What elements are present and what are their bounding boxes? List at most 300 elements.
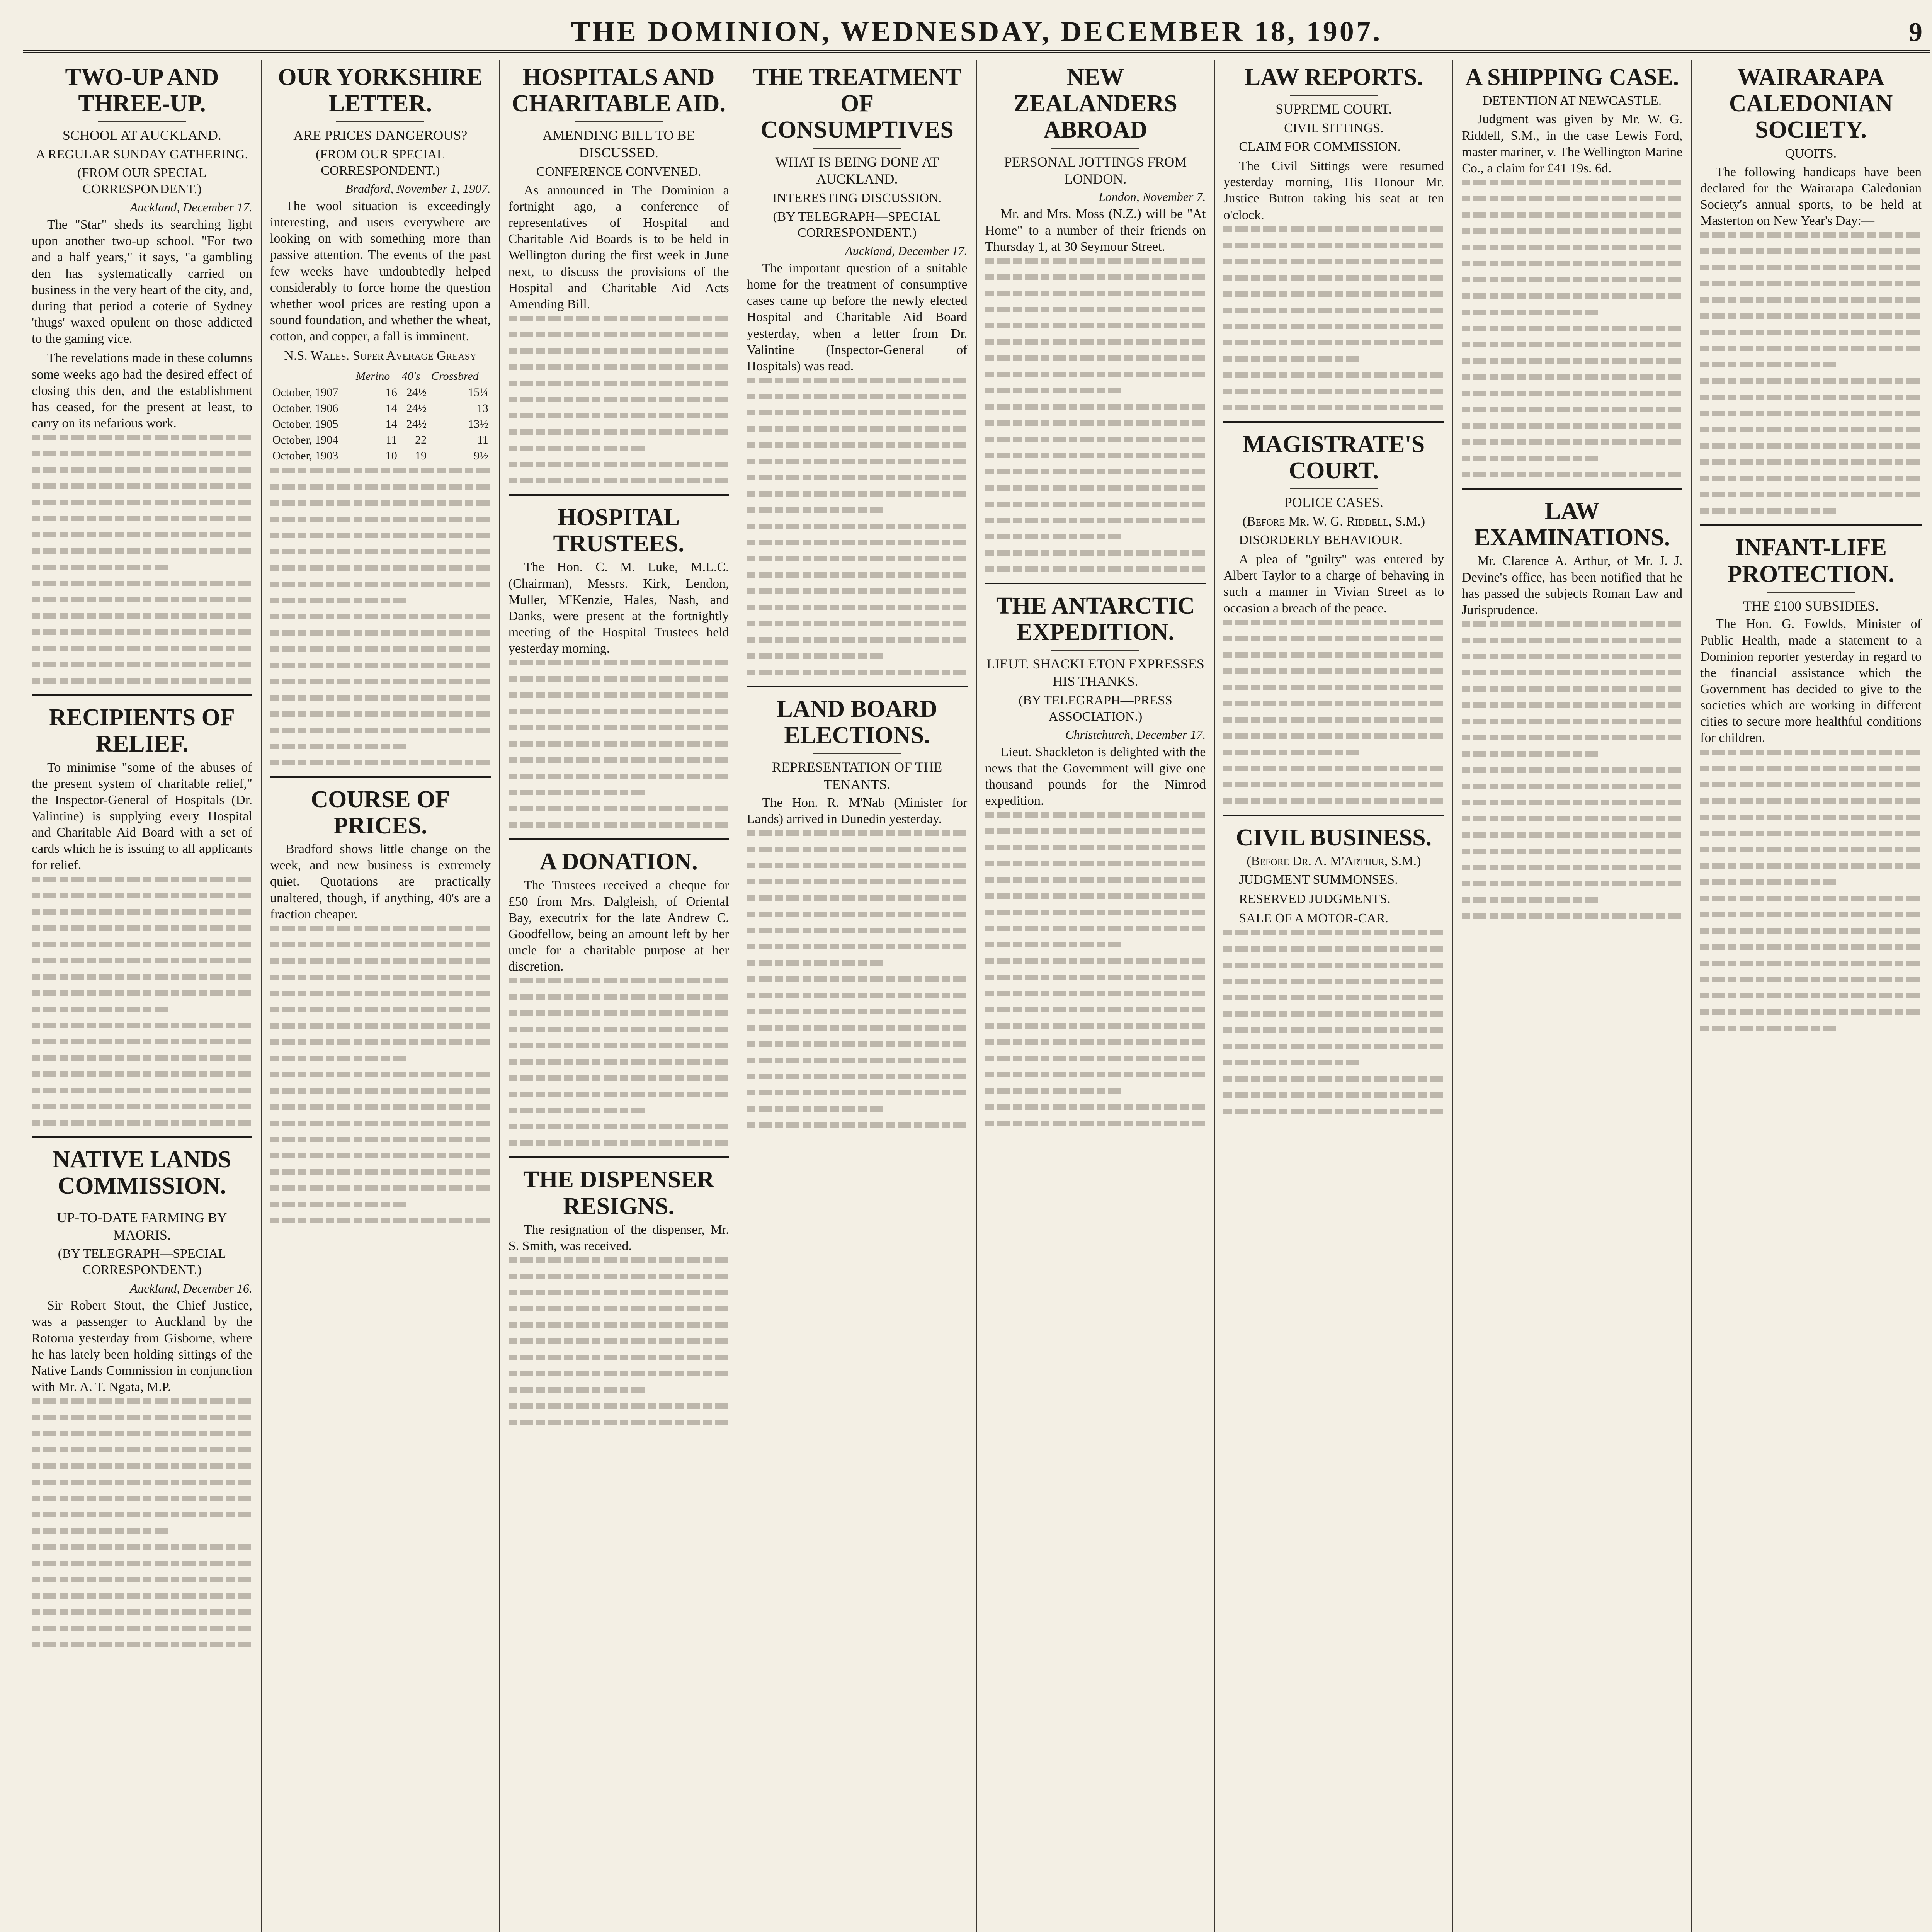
article-headline: MAGISTRATE'S COURT. xyxy=(1243,431,1425,484)
text-line xyxy=(509,1403,729,1409)
text-line xyxy=(1700,362,1837,367)
text-line xyxy=(985,958,1206,964)
text-line xyxy=(985,550,1206,556)
text-line xyxy=(32,1120,252,1126)
text-line xyxy=(1223,308,1444,313)
text-line xyxy=(1462,784,1682,789)
table-cell: 24½ xyxy=(406,401,427,415)
text-line xyxy=(32,1528,168,1534)
table-cell: October, 1903 xyxy=(272,449,338,463)
short-rule xyxy=(575,121,663,122)
text-line xyxy=(32,1609,252,1615)
text-line xyxy=(270,646,491,652)
body-text-lines xyxy=(1223,226,1444,410)
text-line xyxy=(509,1290,729,1295)
text-line xyxy=(1462,326,1682,331)
text-line xyxy=(747,1058,968,1063)
text-line xyxy=(1700,912,1922,917)
text-line xyxy=(509,994,729,1000)
text-line xyxy=(1462,245,1682,250)
article-paragraph: The following handicaps have been declared for the Wairarapa Caledonian Society's annual sports, to be held at Masterton on New Year's Day:— xyxy=(1700,165,1922,228)
article-headline: A DONATION. xyxy=(539,849,698,875)
body-text-lines xyxy=(1223,620,1444,804)
masthead-title: THE DOMINION, WEDNESDAY, DECEMBER 18, 1907. xyxy=(571,16,1383,48)
article-paragraph: JUDGMENT SUMMONSES. xyxy=(1239,872,1398,887)
text-line xyxy=(747,960,884,966)
text-line xyxy=(32,435,252,440)
text-line xyxy=(985,339,1206,345)
page-number: 9 xyxy=(1909,17,1922,47)
text-line xyxy=(1700,993,1922,998)
text-line xyxy=(747,524,968,529)
article-divider xyxy=(509,494,729,496)
text-line xyxy=(32,1447,252,1452)
body-text-lines xyxy=(1700,750,1922,1031)
text-line xyxy=(1223,291,1444,297)
text-line xyxy=(747,588,968,594)
text-line xyxy=(509,1257,729,1263)
text-line xyxy=(1223,1060,1360,1065)
text-line xyxy=(509,1059,729,1065)
text-line xyxy=(32,1577,252,1582)
text-line xyxy=(1700,313,1922,319)
text-line xyxy=(32,516,252,521)
text-line xyxy=(32,532,252,537)
text-line xyxy=(985,1104,1206,1110)
article-headline: OUR YORKSHIRE LETTER. xyxy=(278,64,483,117)
text-line xyxy=(985,1039,1206,1045)
text-line xyxy=(1462,621,1682,627)
article xyxy=(509,838,729,1146)
text-line xyxy=(270,695,491,701)
text-line xyxy=(1462,849,1682,854)
article-dateline: Auckland, December 17. xyxy=(845,244,968,258)
text-line xyxy=(985,942,1122,947)
column-1 xyxy=(23,60,262,1932)
text-line xyxy=(1223,750,1360,755)
text-line xyxy=(747,847,968,852)
article-paragraph: A plea of "guilty" was entered by Albert Taylor to a charge of behaving in such a manner in Vivian Street as to occasion a breach of the peace. xyxy=(1223,552,1444,616)
article-paragraph: The Hon. R. M'Nab (Minister for Lands) arrived in Dunedin yesterday. xyxy=(747,795,968,826)
text-line xyxy=(32,646,252,651)
text-line xyxy=(1700,1026,1837,1031)
text-line xyxy=(270,991,491,996)
text-line xyxy=(747,1025,968,1031)
article xyxy=(1462,64,1682,477)
article-divider xyxy=(1223,815,1444,816)
text-line xyxy=(32,1626,252,1631)
text-line xyxy=(509,316,729,321)
article xyxy=(1700,524,1922,1031)
text-line xyxy=(985,307,1206,312)
body-text-lines xyxy=(747,830,968,1128)
text-line xyxy=(1700,847,1922,852)
article-paragraph: Bradford shows little change on the week, and new business is extremely quiet. Quotations are practically unaltered, though, if anything, 40's are a fraction cheaper. xyxy=(270,842,491,922)
article xyxy=(270,64,491,765)
text-line xyxy=(747,1106,884,1112)
text-line xyxy=(747,621,968,626)
text-line xyxy=(1462,180,1682,185)
table-cell: October, 1905 xyxy=(272,418,338,431)
text-line xyxy=(1700,798,1922,804)
text-line xyxy=(270,484,491,490)
article-headline: WAIRARAPA CALEDONIAN SOCIETY. xyxy=(1729,64,1893,143)
table-cell: 15¼ xyxy=(468,386,488,399)
column-3 xyxy=(500,60,738,1932)
article-divider xyxy=(1700,524,1922,526)
article xyxy=(270,776,491,1223)
text-line xyxy=(1700,281,1922,286)
text-line xyxy=(1700,476,1922,481)
body-text-lines xyxy=(32,877,252,1126)
text-line xyxy=(1462,423,1682,429)
table-cell: 19 xyxy=(415,449,427,463)
text-line xyxy=(1223,259,1444,264)
text-line xyxy=(1462,196,1682,201)
text-line xyxy=(985,437,1206,442)
article-source: (BY TELEGRAPH—SPECIAL CORRESPONDENT.) xyxy=(58,1247,226,1277)
text-line xyxy=(1223,798,1444,804)
text-line xyxy=(32,1007,168,1012)
text-line xyxy=(985,404,1206,410)
text-line xyxy=(270,517,491,522)
text-line xyxy=(1223,340,1444,345)
table-cell: 13 xyxy=(476,401,488,415)
text-line xyxy=(985,485,1206,491)
article-paragraph: The wool situation is exceedingly interesting, and users everywhere are looking on with something more than passive attention. The events of the past few weeks have undoubtedly helped considerably to force home the question whether wool prices are resting upon a sound foundation, and whether the wheat, cotton, and copper, a fall is imminent. xyxy=(270,199,491,344)
article-divider xyxy=(509,838,729,840)
article-dateline: Christchurch, December 17. xyxy=(1065,727,1206,742)
table-cell: 10 xyxy=(385,449,397,463)
text-line xyxy=(1223,995,1444,1000)
text-line xyxy=(1700,896,1922,901)
article-divider xyxy=(985,583,1206,584)
text-line xyxy=(1700,928,1922,934)
text-line xyxy=(270,533,491,538)
text-line xyxy=(32,1496,252,1501)
text-line xyxy=(747,605,968,610)
article-headline: THE ANTARCTIC EXPEDITION. xyxy=(996,592,1195,646)
text-line xyxy=(1223,1076,1444,1082)
text-line xyxy=(1462,638,1682,643)
text-line xyxy=(985,453,1206,458)
text-line xyxy=(270,1202,407,1207)
text-line xyxy=(1223,1044,1444,1049)
body-text-lines xyxy=(270,926,491,1223)
text-line xyxy=(985,861,1206,866)
article-subhead: THE £100 SUBSIDIES. xyxy=(1743,598,1879,614)
text-line xyxy=(1223,275,1444,281)
text-line xyxy=(747,863,968,868)
article-divider xyxy=(747,686,968,687)
text-line xyxy=(747,572,968,578)
body-text-lines xyxy=(1223,930,1444,1114)
body-text-lines xyxy=(509,316,729,483)
article-subhead: SCHOOL AT AUCKLAND. xyxy=(62,128,221,143)
short-rule xyxy=(1290,488,1378,489)
text-line xyxy=(270,1185,491,1191)
text-line xyxy=(1700,411,1922,416)
article-headline: NATIVE LANDS COMMISSION. xyxy=(53,1146,231,1199)
text-line xyxy=(270,1056,407,1061)
text-line xyxy=(747,653,884,659)
text-line xyxy=(985,1072,1206,1077)
text-line xyxy=(1700,492,1922,497)
text-line xyxy=(985,845,1206,850)
text-line xyxy=(270,468,491,473)
text-line xyxy=(747,475,968,480)
article-paragraph: RESERVED JUDGMENTS. xyxy=(1239,892,1391,906)
article-subhead: UP-TO-DATE FARMING BY MAORIS. xyxy=(57,1210,227,1243)
article xyxy=(985,583,1206,1126)
text-line xyxy=(985,877,1206,883)
text-line xyxy=(1462,881,1682,886)
table-row xyxy=(270,400,491,416)
text-line xyxy=(747,976,968,982)
text-line xyxy=(270,760,491,765)
text-line xyxy=(747,1009,968,1014)
text-line xyxy=(1700,961,1922,966)
text-line xyxy=(1223,324,1444,329)
text-line xyxy=(32,1642,252,1647)
text-line xyxy=(985,828,1206,834)
text-line xyxy=(270,728,491,733)
text-line xyxy=(270,711,491,717)
text-line xyxy=(1462,767,1682,773)
table-cell: 11 xyxy=(386,434,397,447)
text-line xyxy=(32,613,252,619)
newspaper-columns xyxy=(23,60,1930,1932)
text-line xyxy=(32,629,252,635)
text-line xyxy=(1462,472,1682,477)
text-line xyxy=(1462,310,1599,315)
article-headline: RECIPIENTS OF RELIEF. xyxy=(49,704,235,757)
text-line xyxy=(509,1108,645,1113)
text-line xyxy=(985,910,1206,915)
text-line xyxy=(32,1104,252,1109)
short-rule xyxy=(336,121,424,122)
text-line xyxy=(509,364,729,370)
text-line xyxy=(270,1169,491,1175)
text-line xyxy=(509,1075,729,1081)
text-line xyxy=(1223,1109,1444,1114)
text-line xyxy=(509,413,729,418)
table-cell: 24½ xyxy=(406,418,427,431)
article-paragraph: The Civil Sittings were resumed yesterday morning, His Honour Mr. Justice Button taking his seat at ten o'clock. xyxy=(1223,159,1444,222)
table-cell: 14 xyxy=(385,418,397,431)
text-line xyxy=(1223,652,1444,658)
text-line xyxy=(1700,750,1922,755)
table-header: Merino xyxy=(354,368,400,384)
text-line xyxy=(985,518,1206,523)
text-line xyxy=(270,1137,491,1142)
article-headline: COURSE OF PRICES. xyxy=(311,786,450,839)
text-line xyxy=(1700,815,1922,820)
body-text-lines xyxy=(32,435,252,684)
text-line xyxy=(32,1561,252,1566)
text-line xyxy=(747,410,968,415)
text-line xyxy=(1462,816,1682,821)
text-line xyxy=(509,757,729,763)
text-line xyxy=(985,388,1122,393)
text-line xyxy=(270,549,491,554)
text-line xyxy=(509,1355,729,1360)
article-source: (BY TELEGRAPH—SPECIAL CORRESPONDENT.) xyxy=(773,209,941,240)
text-line xyxy=(1700,248,1922,254)
text-line xyxy=(1223,356,1360,362)
article xyxy=(747,64,968,675)
article-paragraph: DISORDERLY BEHAVIOUR. xyxy=(1239,532,1403,547)
article-minor-heading: (Before Mr. W. G. Riddell, S.M.) xyxy=(1242,514,1425,529)
text-line xyxy=(270,614,491,619)
text-line xyxy=(270,926,491,931)
price-table xyxy=(270,368,491,464)
text-line xyxy=(509,1274,729,1279)
article-headline: CIVIL BUSINESS. xyxy=(1236,824,1432,851)
body-text-lines xyxy=(509,660,729,828)
text-line xyxy=(270,679,491,684)
text-line xyxy=(509,1371,729,1376)
article xyxy=(1700,64,1922,514)
text-line xyxy=(1462,897,1599,903)
text-line xyxy=(270,663,491,668)
column-7 xyxy=(1453,60,1692,1932)
text-line xyxy=(32,500,252,505)
text-line xyxy=(509,725,729,730)
article-paragraph: SALE OF A MOTOR-CAR. xyxy=(1239,911,1389,926)
article xyxy=(985,64,1206,572)
text-line xyxy=(1462,277,1682,282)
article xyxy=(32,694,252,1125)
text-line xyxy=(747,394,968,399)
table-cell: October, 1907 xyxy=(272,386,338,399)
text-line xyxy=(270,500,491,506)
text-line xyxy=(509,1043,729,1048)
article-paragraph: CLAIM FOR COMMISSION. xyxy=(1239,139,1401,154)
text-line xyxy=(747,459,968,464)
article-source: (BY TELEGRAPH—PRESS ASSOCIATION.) xyxy=(1019,693,1172,724)
article-paragraph: The revelations made in these columns some weeks ago had the desired effect of closing this den, and the establishment has ceased, for the present at least, to carry on its nefarious work. xyxy=(32,351,252,431)
text-line xyxy=(1700,508,1837,514)
text-line xyxy=(1700,944,1922,950)
short-rule xyxy=(1290,95,1378,96)
text-line xyxy=(1462,374,1682,380)
text-line xyxy=(747,830,968,836)
article-divider xyxy=(509,1156,729,1158)
text-line xyxy=(32,958,252,963)
text-line xyxy=(270,582,491,587)
text-line xyxy=(985,258,1206,264)
text-line xyxy=(270,1121,491,1126)
text-line xyxy=(1462,719,1682,724)
text-line xyxy=(509,1010,729,1016)
article-headline: HOSPITAL TRUSTEES. xyxy=(553,504,684,557)
text-line xyxy=(1462,391,1682,396)
text-line xyxy=(509,1338,729,1344)
short-rule xyxy=(1051,650,1139,651)
article-divider xyxy=(1462,488,1682,490)
article-minor-heading: A REGULAR SUNDAY GATHERING. xyxy=(36,147,248,162)
article-paragraph: The Hon. C. M. Luke, M.L.C. (Chairman), Messrs. Kirk, Lendon, Muller, M'Kenzie, Hales, Nash, and Danks, were present at the fortnightly meeting of the Hospital Trustees held yesterday morning. xyxy=(508,560,729,656)
text-line xyxy=(270,1007,491,1012)
article-headline: TWO-UP AND THREE-UP. xyxy=(65,64,219,117)
table-header: Crossbred xyxy=(429,368,491,384)
text-line xyxy=(747,426,968,432)
short-rule xyxy=(98,121,186,122)
text-line xyxy=(747,556,968,561)
text-line xyxy=(1700,766,1922,771)
text-line xyxy=(985,355,1206,361)
text-line xyxy=(32,597,252,602)
text-line xyxy=(32,548,252,554)
text-line xyxy=(509,1387,645,1393)
text-line xyxy=(1700,427,1922,432)
text-line xyxy=(1223,766,1444,771)
table-cell: 11 xyxy=(477,434,488,447)
text-line xyxy=(32,483,252,489)
text-line xyxy=(1462,686,1682,692)
body-text-lines xyxy=(509,978,729,1146)
short-rule xyxy=(813,148,901,149)
article-paragraph: To minimise "some of the abuses of the present system of charitable relief," the Inspector-General of Hospitals (Dr. Valintine) is supplying every Hospital and Charitable Aid Board with a set of cards which he is issuing to all applicants for relief. xyxy=(32,760,252,872)
article-dateline: Auckland, December 16. xyxy=(130,1281,252,1295)
article-minor-heading: (Before Dr. A. M'Arthur, S.M.) xyxy=(1247,854,1421,868)
text-line xyxy=(1462,800,1682,805)
article-headline: INFANT-LIFE PROTECTION. xyxy=(1727,534,1895,587)
article xyxy=(32,1136,252,1648)
text-line xyxy=(985,274,1206,280)
short-rule xyxy=(1051,148,1139,149)
text-line xyxy=(509,429,729,435)
text-line xyxy=(985,991,1206,996)
text-line xyxy=(32,565,168,570)
text-line xyxy=(1223,1027,1444,1033)
article-subhead: PERSONAL JOTTINGS FROM LONDON. xyxy=(1004,154,1187,187)
table-row xyxy=(270,384,491,400)
text-line xyxy=(509,806,729,811)
article-minor-heading: CIVIL SITTINGS. xyxy=(1284,121,1384,135)
article xyxy=(509,494,729,828)
article-subhead: POLICE CASES. xyxy=(1284,495,1383,510)
article-paragraph: Lieut. Shackleton is delighted with the news that the Government will give one thousand pounds for the Nimrod expedition. xyxy=(985,745,1206,808)
text-line xyxy=(985,893,1206,899)
text-line xyxy=(985,372,1206,377)
body-text-lines xyxy=(32,1398,252,1647)
text-line xyxy=(1223,405,1444,410)
article xyxy=(1223,815,1444,1114)
text-line xyxy=(985,926,1206,931)
text-line xyxy=(270,1218,491,1223)
table-header xyxy=(270,368,354,384)
text-line xyxy=(985,1056,1206,1061)
text-line xyxy=(1462,832,1682,838)
article-subhead: SUPREME COURT. xyxy=(1276,101,1392,117)
body-text-lines xyxy=(985,258,1206,572)
article-paragraph: The Hon. G. Fowlds, Minister of Public Health, made a statement to a Dominion reporter yesterday in regard to the financial assistance which the Government has decided to give to the societies which are working in different cities to secure more healthful conditions for children. xyxy=(1700,617,1922,745)
article-headline: THE TREATMENT OF CONSUMPTIVES xyxy=(752,64,962,143)
article-minor-heading: DETENTION AT NEWCASTLE. xyxy=(1483,94,1662,108)
text-line xyxy=(747,378,968,383)
article-subhead: ARE PRICES DANGEROUS? xyxy=(293,128,468,143)
text-line xyxy=(747,670,968,675)
article-paragraph: The Trustees received a cheque for £50 from Mrs. Dalgleish, of Oriental Bay, executrix for the late Andrew C. Goodfellow, being an amount left by her uncle for a charitable purpose at her discretion. xyxy=(508,878,729,974)
text-line xyxy=(1223,963,1444,968)
text-line xyxy=(270,1023,491,1029)
table-row xyxy=(270,448,491,464)
text-line xyxy=(1462,407,1682,412)
body-text-lines xyxy=(270,468,491,765)
article-minor-heading: QUOITS. xyxy=(1785,146,1837,161)
